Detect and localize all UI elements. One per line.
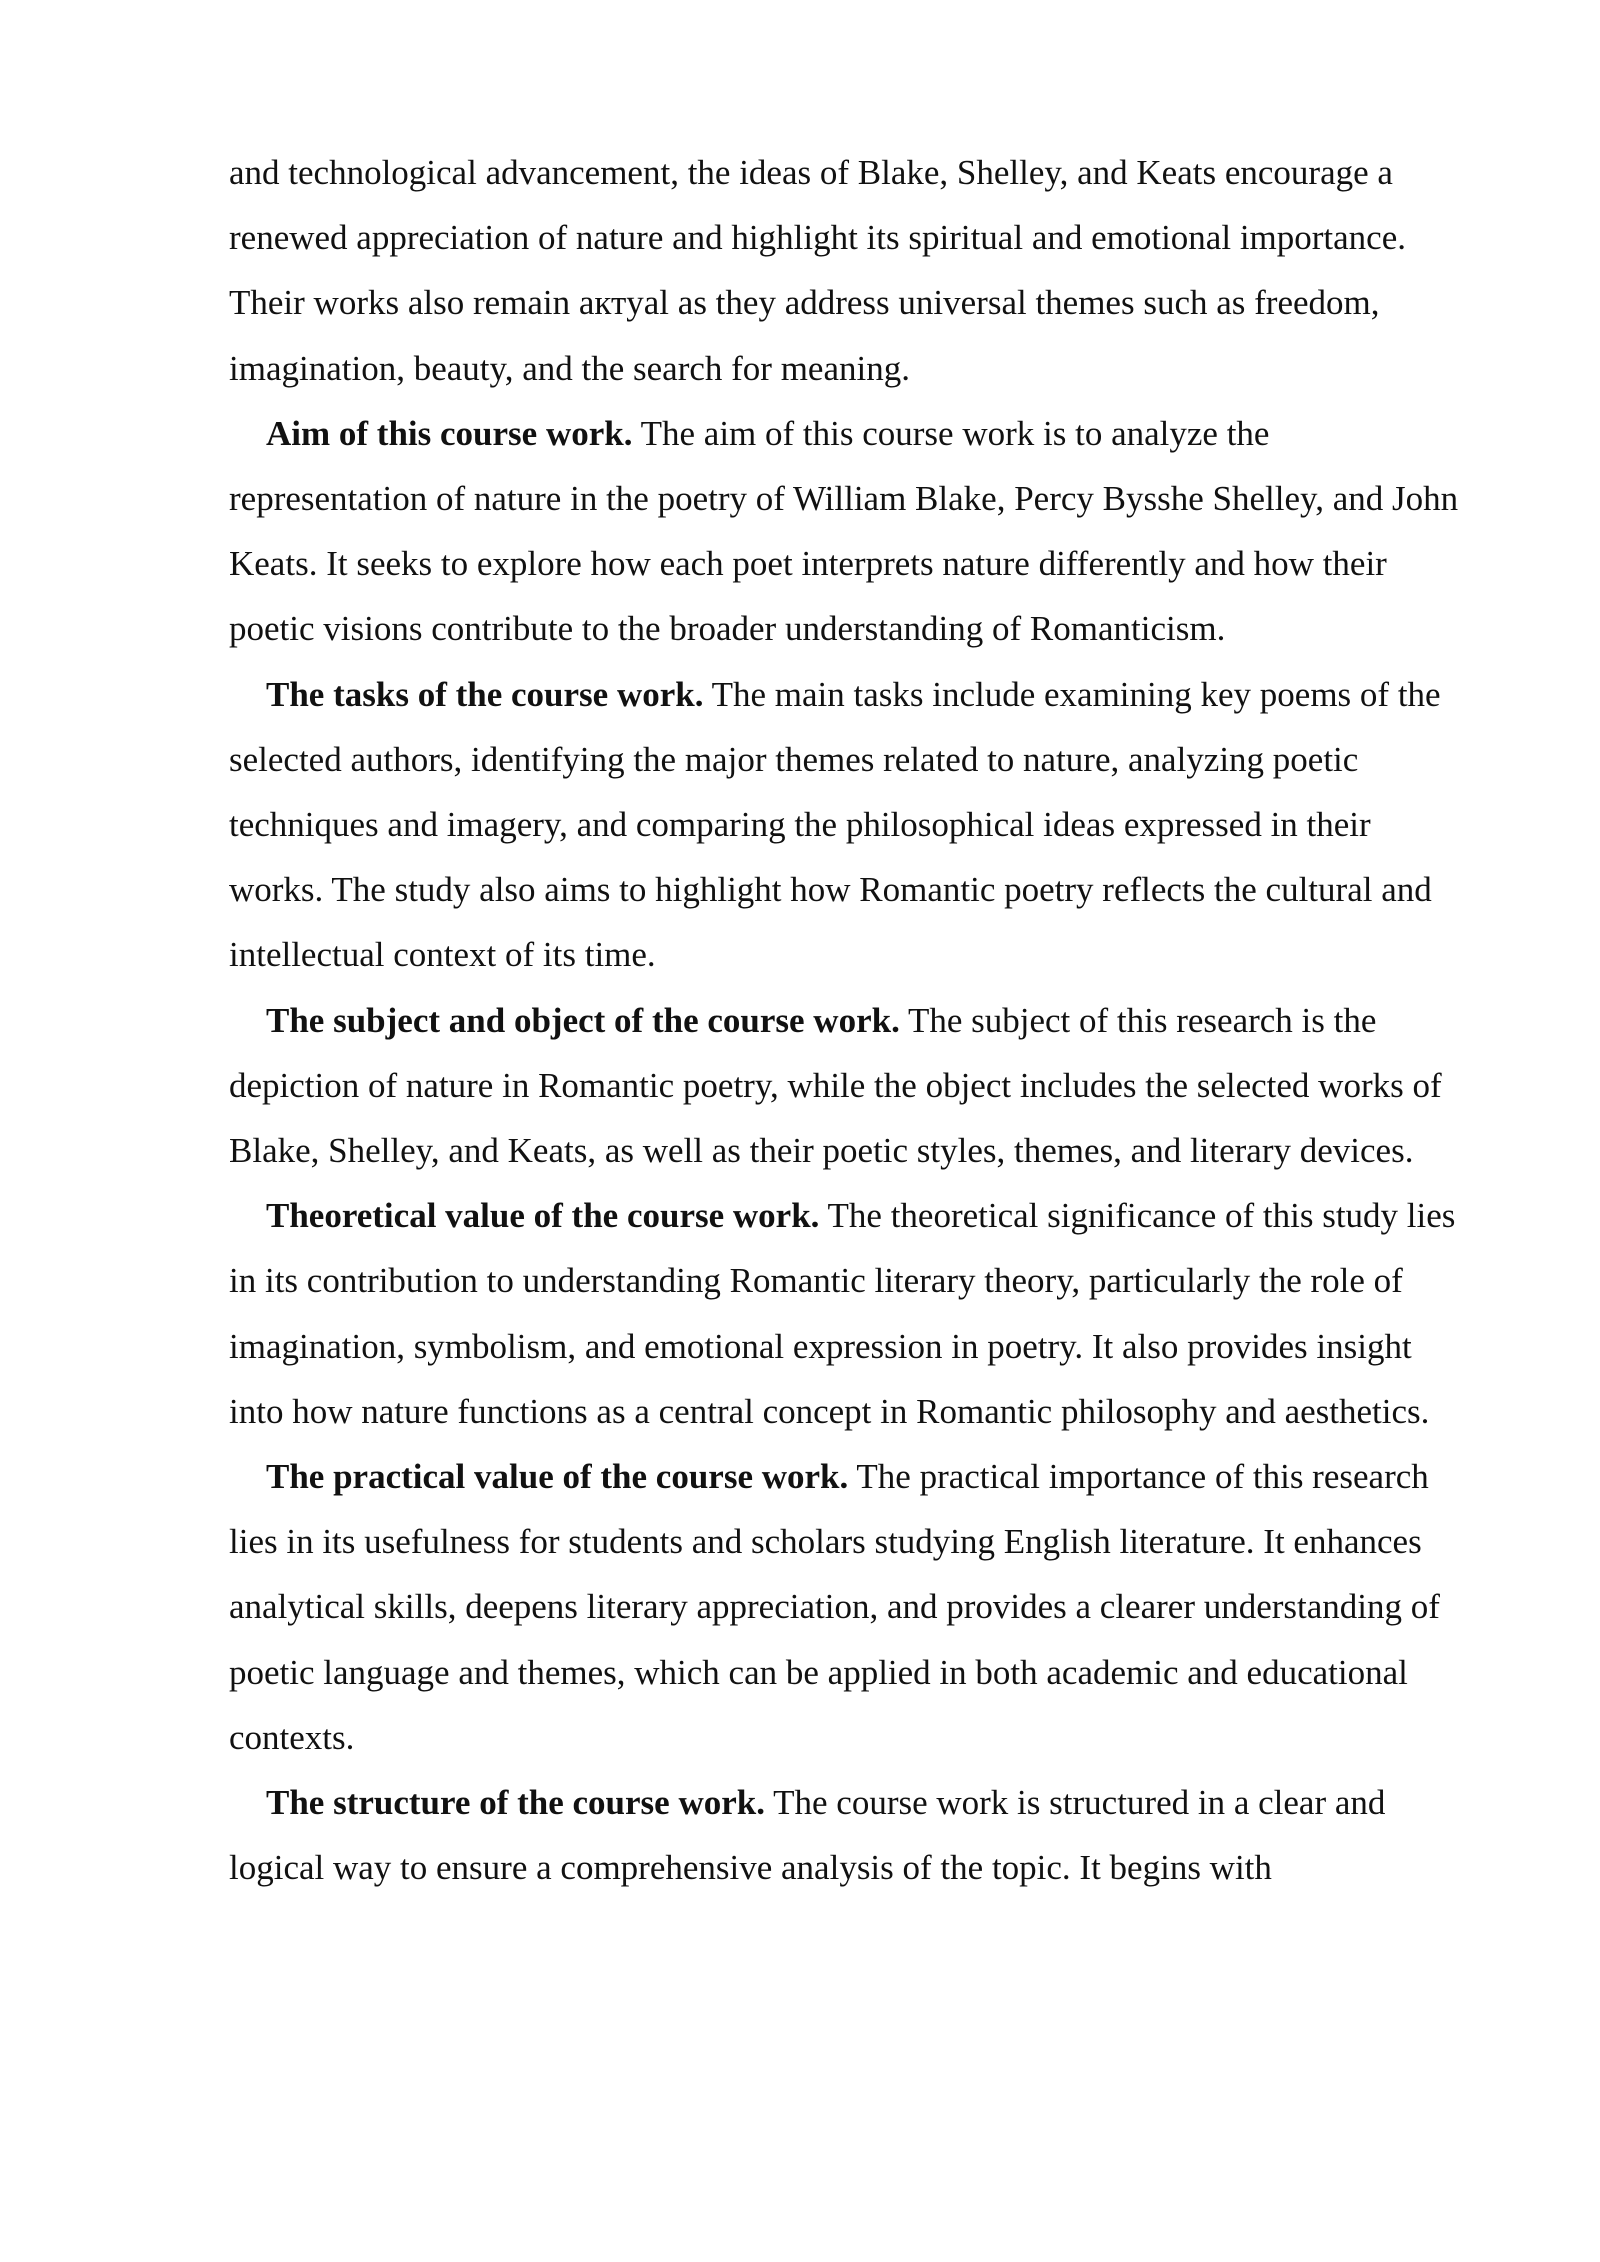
paragraph-heading: Aim of this course work. xyxy=(266,413,633,453)
paragraph-text: and technological advancement, the ideas of Blake, Shelley, and Keats encourage a renewed appreciation of nature and highlight its spiritual and emotional importance. Their works also remain актyal as they address universal themes such as freedom, imagination, beauty, and the search for meaning. xyxy=(229,153,1406,388)
paragraph-text: The course work is structured in a clear and logical way to ensure a comprehensive analysis of the topic. It begins with xyxy=(229,1783,1386,1888)
paragraph-heading: Theoretical value of the course work. xyxy=(266,1196,820,1236)
paragraph-heading: The tasks of the course work. xyxy=(266,674,704,714)
document-body xyxy=(229,140,1464,1900)
paragraph-text: The theoretical significance of this study lies in its contribution to understanding Romantic literary theory, particularly the role of imagination, symbolism, and emotional expression in poetry. It also provides insight into how nature functions as a central concept in Romantic philosophy and aesthetics. xyxy=(229,1196,1456,1431)
paragraph-heading: The subject and object of the course work. xyxy=(266,1000,900,1040)
paragraph-theoretical-value xyxy=(229,1183,1464,1444)
paragraph-heading: The structure of the course work. xyxy=(266,1783,765,1823)
paragraph-subject-object xyxy=(229,988,1464,1184)
paragraph-text: The practical importance of this research lies in its usefulness for students and scholars studying English literature. It enhances analytical skills, deepens literary appreciation, and provides a clearer understanding of poetic language and themes, which can be applied in both academic and educational contexts. xyxy=(229,1457,1440,1757)
paragraph-tasks xyxy=(229,662,1464,988)
paragraph-text: The main tasks include examining key poems of the selected authors, identifying the major themes related to nature, analyzing poetic techniques and imagery, and comparing the philosophical ideas expressed in their works. The study also aims to highlight how Romantic poetry reflects the cultural and intellectual context of its time. xyxy=(229,674,1441,975)
paragraph-heading: The practical value of the course work. xyxy=(266,1457,849,1497)
paragraph-text: The aim of this course work is to analyze the representation of nature in the poetry of William Blake, Percy Bysshe Shelley, and John Keats. It seeks to explore how each poet interprets nature differently and how their poetic visions contribute to the broader understanding of Romanticism. xyxy=(229,413,1459,649)
paragraph-practical-value xyxy=(229,1444,1464,1770)
paragraph-aim xyxy=(229,401,1464,662)
paragraph-text: The subject of this research is the depiction of nature in Romantic poetry, while the object includes the selected works of Blake, Shelley, and Keats, as well as their poetic styles, themes, and literary devices. xyxy=(229,1000,1442,1171)
paragraph-intro-continuation xyxy=(229,140,1464,401)
paragraph-structure xyxy=(229,1770,1464,1900)
